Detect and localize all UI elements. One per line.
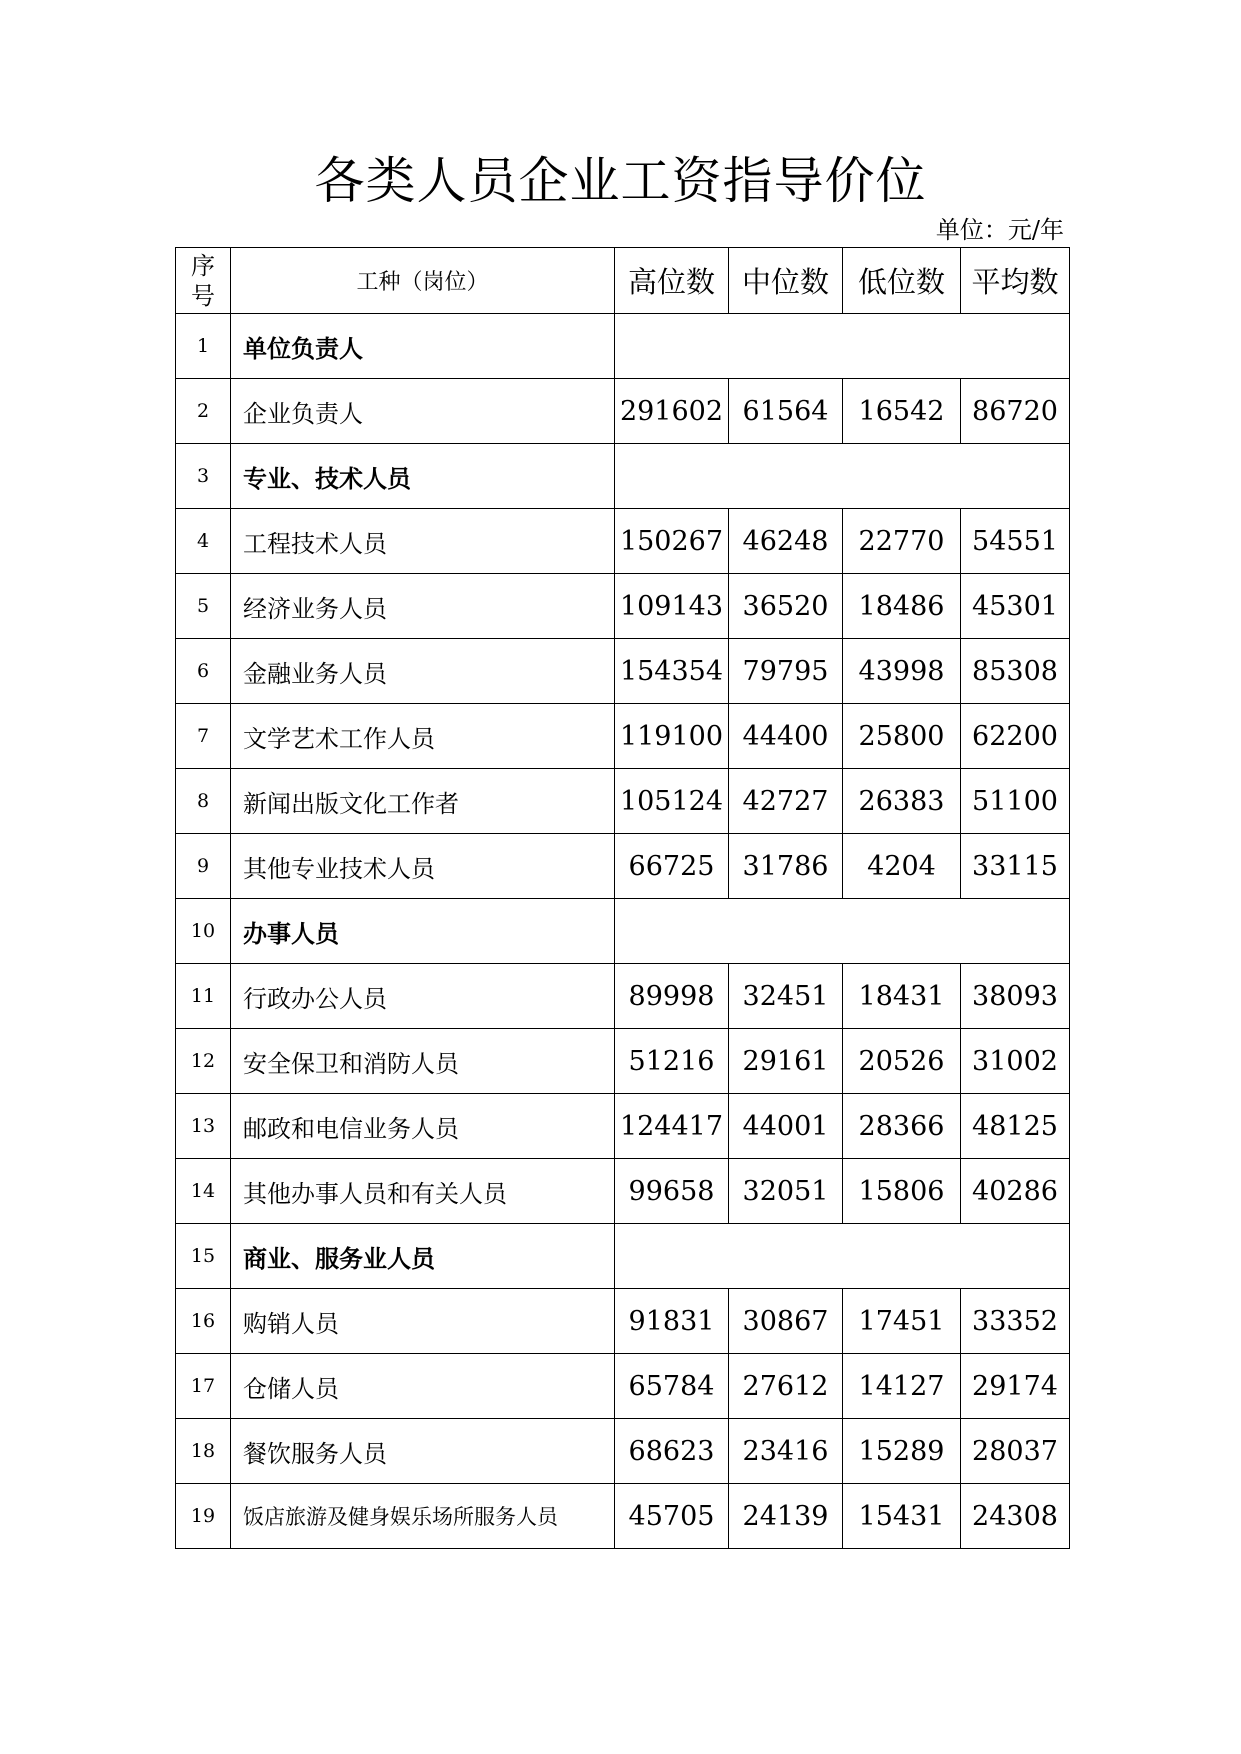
value-mid: 36520 xyxy=(729,574,843,639)
table-row xyxy=(176,639,1070,704)
value-low: 15806 xyxy=(843,1159,961,1224)
value-high: 68623 xyxy=(615,1419,729,1484)
job-name: 文学艺术工作人员 xyxy=(231,704,615,769)
value-low: 15289 xyxy=(843,1419,961,1484)
value-mid: 32051 xyxy=(729,1159,843,1224)
value-mid: 42727 xyxy=(729,769,843,834)
value-avg: 85308 xyxy=(961,639,1070,704)
value-avg: 48125 xyxy=(961,1094,1070,1159)
job-name: 金融业务人员 xyxy=(231,639,615,704)
row-seq: 10 xyxy=(176,899,231,964)
value-avg: 38093 xyxy=(961,964,1070,1029)
value-avg: 86720 xyxy=(961,379,1070,444)
header-avg: 平均数 xyxy=(961,248,1070,314)
value-low: 4204 xyxy=(843,834,961,899)
value-high: 105124 xyxy=(615,769,729,834)
value-avg: 33352 xyxy=(961,1289,1070,1354)
value-low: 26383 xyxy=(843,769,961,834)
row-seq: 5 xyxy=(176,574,231,639)
row-seq: 13 xyxy=(176,1094,231,1159)
value-low: 22770 xyxy=(843,509,961,574)
value-mid: 46248 xyxy=(729,509,843,574)
value-high: 99658 xyxy=(615,1159,729,1224)
page-title: 各类人员企业工资指导价位 xyxy=(314,152,927,210)
value-high: 51216 xyxy=(615,1029,729,1094)
table-row xyxy=(176,704,1070,769)
table-row xyxy=(176,899,1070,964)
row-seq: 9 xyxy=(176,834,231,899)
table-row xyxy=(176,964,1070,1029)
value-mid: 30867 xyxy=(729,1289,843,1354)
value-low: 43998 xyxy=(843,639,961,704)
table-row xyxy=(176,1029,1070,1094)
row-seq: 3 xyxy=(176,444,231,509)
row-seq: 4 xyxy=(176,509,231,574)
value-mid: 61564 xyxy=(729,379,843,444)
value-mid: 44400 xyxy=(729,704,843,769)
value-high: 119100 xyxy=(615,704,729,769)
value-high: 66725 xyxy=(615,834,729,899)
table-header-row xyxy=(176,248,1070,314)
value-avg: 29174 xyxy=(961,1354,1070,1419)
section-name: 办事人员 xyxy=(231,899,615,964)
section-name: 商业、服务业人员 xyxy=(231,1224,615,1289)
value-mid: 23416 xyxy=(729,1419,843,1484)
value-avg: 62200 xyxy=(961,704,1070,769)
value-low: 18431 xyxy=(843,964,961,1029)
table-row xyxy=(176,574,1070,639)
table-row xyxy=(176,1159,1070,1224)
value-low: 20526 xyxy=(843,1029,961,1094)
table-row xyxy=(176,1484,1070,1549)
section-empty-cell xyxy=(615,314,1070,379)
value-high: 109143 xyxy=(615,574,729,639)
table-row xyxy=(176,1354,1070,1419)
value-high: 91831 xyxy=(615,1289,729,1354)
table-row xyxy=(176,314,1070,379)
row-seq: 17 xyxy=(176,1354,231,1419)
value-avg: 28037 xyxy=(961,1419,1070,1484)
row-seq: 6 xyxy=(176,639,231,704)
value-avg: 54551 xyxy=(961,509,1070,574)
value-mid: 29161 xyxy=(729,1029,843,1094)
table-body xyxy=(176,314,1070,1549)
header-seq-line2: 号 xyxy=(191,281,215,310)
job-name: 行政办公人员 xyxy=(231,964,615,1029)
job-name: 购销人员 xyxy=(231,1289,615,1354)
table-row xyxy=(176,509,1070,574)
value-high: 150267 xyxy=(615,509,729,574)
section-name: 专业、技术人员 xyxy=(231,444,615,509)
value-avg: 40286 xyxy=(961,1159,1070,1224)
row-seq: 14 xyxy=(176,1159,231,1224)
value-mid: 79795 xyxy=(729,639,843,704)
value-low: 16542 xyxy=(843,379,961,444)
value-mid: 27612 xyxy=(729,1354,843,1419)
value-low: 18486 xyxy=(843,574,961,639)
section-empty-cell xyxy=(615,444,1070,509)
value-high: 89998 xyxy=(615,964,729,1029)
row-seq: 19 xyxy=(176,1484,231,1549)
value-avg: 45301 xyxy=(961,574,1070,639)
section-name: 单位负责人 xyxy=(231,314,615,379)
job-name: 经济业务人员 xyxy=(231,574,615,639)
table-row xyxy=(176,769,1070,834)
header-mid: 中位数 xyxy=(729,248,843,314)
row-seq: 8 xyxy=(176,769,231,834)
value-high: 291602 xyxy=(615,379,729,444)
table-row xyxy=(176,1419,1070,1484)
value-high: 154354 xyxy=(615,639,729,704)
header-job: 工种（岗位） xyxy=(231,248,615,314)
value-avg: 24308 xyxy=(961,1484,1070,1549)
table-row xyxy=(176,1289,1070,1354)
header-seq-line1: 序 xyxy=(191,251,215,280)
row-seq: 15 xyxy=(176,1224,231,1289)
value-mid: 24139 xyxy=(729,1484,843,1549)
wage-table xyxy=(175,247,1070,1549)
job-name: 企业负责人 xyxy=(231,379,615,444)
value-high: 45705 xyxy=(615,1484,729,1549)
unit-label: 单位：元/年 xyxy=(935,216,1064,244)
job-name: 其他办事人员和有关人员 xyxy=(231,1159,615,1224)
row-seq: 12 xyxy=(176,1029,231,1094)
value-low: 17451 xyxy=(843,1289,961,1354)
header-low: 低位数 xyxy=(843,248,961,314)
value-avg: 31002 xyxy=(961,1029,1070,1094)
job-name: 工程技术人员 xyxy=(231,509,615,574)
job-name: 邮政和电信业务人员 xyxy=(231,1094,615,1159)
job-name: 其他专业技术人员 xyxy=(231,834,615,899)
job-name: 新闻出版文化工作者 xyxy=(231,769,615,834)
value-high: 65784 xyxy=(615,1354,729,1419)
table-row xyxy=(176,379,1070,444)
row-seq: 2 xyxy=(176,379,231,444)
table-row xyxy=(176,1094,1070,1159)
value-avg: 33115 xyxy=(961,834,1070,899)
header-seq xyxy=(176,248,231,314)
value-avg: 51100 xyxy=(961,769,1070,834)
job-name: 安全保卫和消防人员 xyxy=(231,1029,615,1094)
job-name: 仓储人员 xyxy=(231,1354,615,1419)
header-high: 高位数 xyxy=(615,248,729,314)
value-high: 124417 xyxy=(615,1094,729,1159)
table-row xyxy=(176,1224,1070,1289)
value-low: 28366 xyxy=(843,1094,961,1159)
row-seq: 7 xyxy=(176,704,231,769)
table-row xyxy=(176,834,1070,899)
value-mid: 31786 xyxy=(729,834,843,899)
value-low: 15431 xyxy=(843,1484,961,1549)
row-seq: 18 xyxy=(176,1419,231,1484)
row-seq: 1 xyxy=(176,314,231,379)
section-empty-cell xyxy=(615,899,1070,964)
value-low: 25800 xyxy=(843,704,961,769)
value-mid: 44001 xyxy=(729,1094,843,1159)
job-name: 饭店旅游及健身娱乐场所服务人员 xyxy=(231,1484,615,1549)
row-seq: 16 xyxy=(176,1289,231,1354)
table-row xyxy=(176,444,1070,509)
row-seq: 11 xyxy=(176,964,231,1029)
section-empty-cell xyxy=(615,1224,1070,1289)
job-name: 餐饮服务人员 xyxy=(231,1419,615,1484)
value-mid: 32451 xyxy=(729,964,843,1029)
value-low: 14127 xyxy=(843,1354,961,1419)
